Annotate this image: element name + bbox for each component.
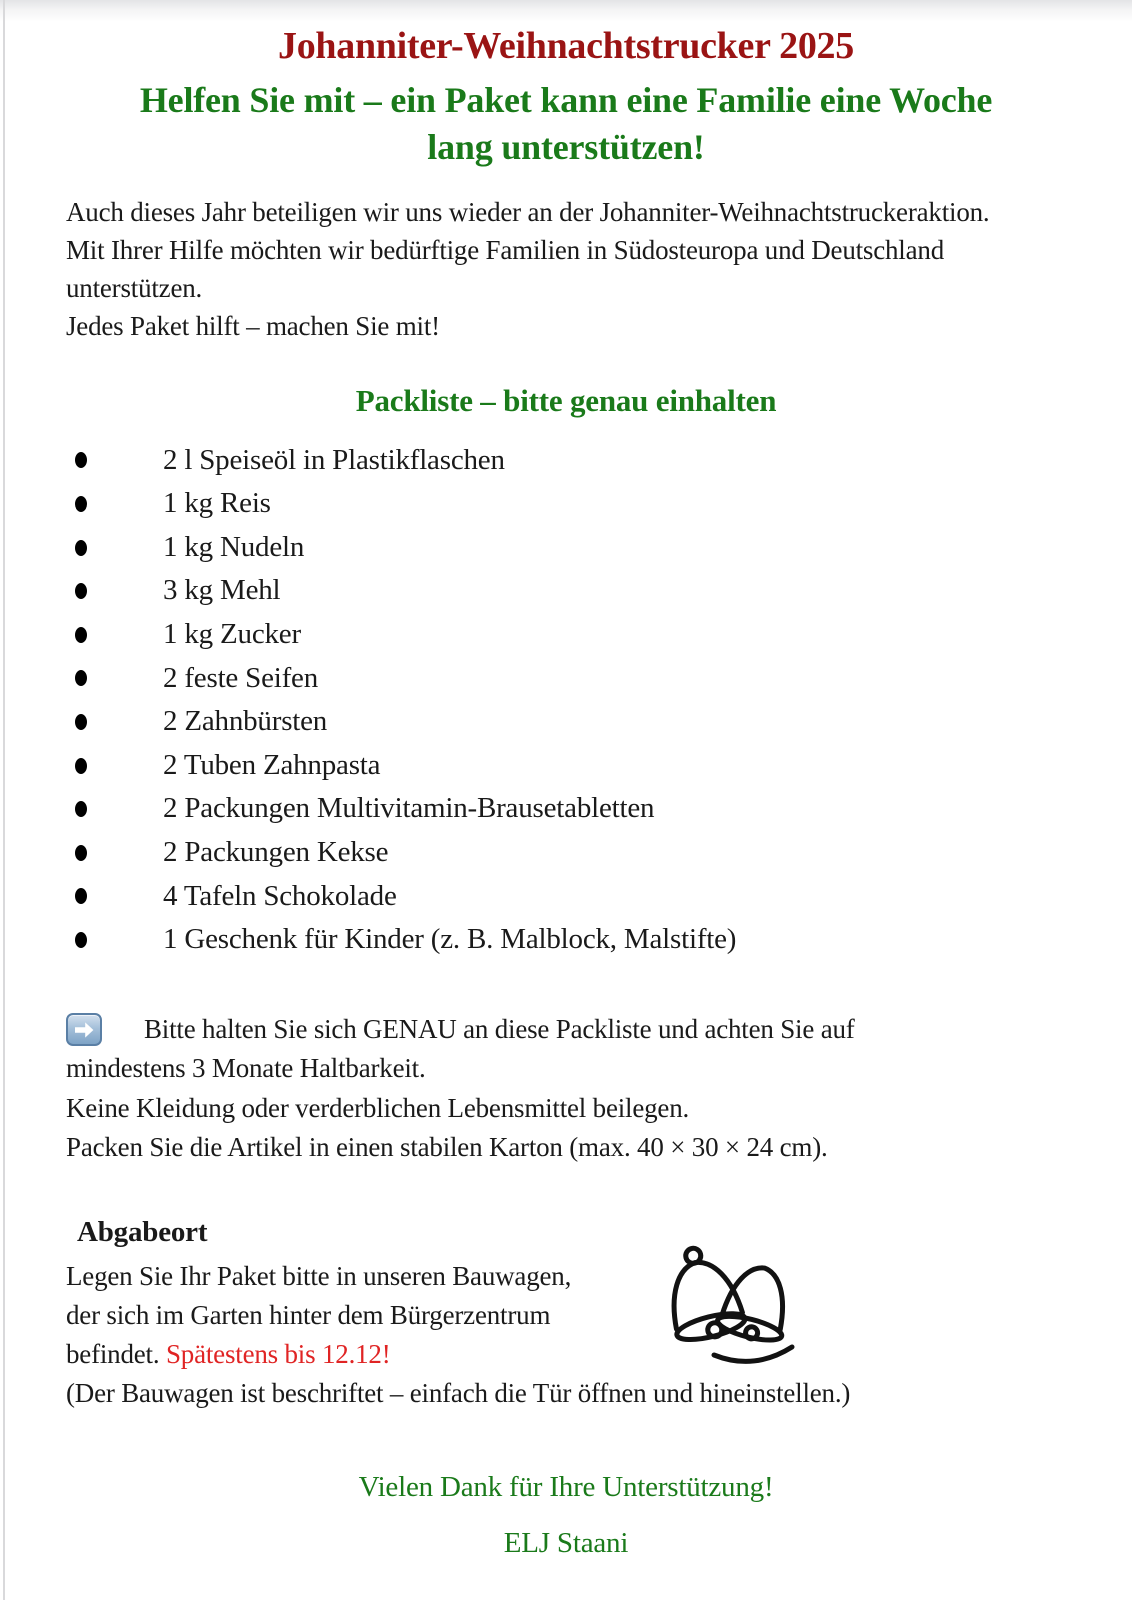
signature-text: ELJ Staani <box>503 1526 629 1559</box>
list-item-label: 2 l Speiseöl in Plastikflaschen <box>163 443 505 476</box>
list-item <box>66 439 1066 483</box>
bullet-icon <box>75 670 87 686</box>
page-title: Johanniter-Weihnachtstrucker 2025 <box>278 25 854 67</box>
footer <box>66 1471 1066 1560</box>
abgabeort-line-3 <box>66 1335 1066 1374</box>
bullet-icon <box>75 932 87 948</box>
hinweise-line-1: Bitte halten Sie sich GENAU an diese Packliste und achten Sie auf <box>144 1013 855 1044</box>
hinweise-line-4: Packen Sie die Artikel in einen stabilen Karton (max. 40 × 30 × 24 cm). <box>66 1132 828 1163</box>
list-item <box>66 482 1066 526</box>
list-item-label: 1 kg Reis <box>163 487 271 520</box>
intro-paragraph <box>66 193 1066 345</box>
hinweise-line-1-row <box>66 1010 1066 1050</box>
bullet-icon <box>75 801 87 817</box>
hinweise-paragraph <box>66 1010 1066 1168</box>
abgabeort-line-2: der sich im Garten hinter dem Bürgerzentrum <box>66 1299 551 1330</box>
abgabeort-paragraph <box>66 1257 1066 1413</box>
bullet-icon <box>75 845 87 861</box>
list-item-label: 2 feste Seifen <box>163 661 319 694</box>
list-item-label: 2 Tuben Zahnpasta <box>163 748 381 781</box>
thanks-text: Vielen Dank für Ihre Unterstützung! <box>358 1470 774 1503</box>
deadline-text: Spätestens bis 12.12! <box>165 1338 391 1369</box>
hinweise-line-2: mindestens 3 Monate Haltbarkeit. <box>66 1053 426 1084</box>
list-item-label: 1 Geschenk für Kinder (z. B. Malblock, Malstifte) <box>163 923 737 956</box>
list-item <box>66 700 1066 744</box>
list-item <box>66 657 1066 701</box>
list-item-label: 3 kg Mehl <box>163 574 281 607</box>
intro-line: Jedes Paket hilft – machen Sie mit! <box>66 310 440 341</box>
list-item <box>66 787 1066 831</box>
intro-line: Mit Ihrer Hilfe möchten wir bedürftige Familien in Südosteuropa und Deutschland <box>66 234 944 265</box>
hinweise-line-3: Keine Kleidung oder verderblichen Lebensmittel beilegen. <box>66 1092 690 1123</box>
bell-swoosh <box>714 1347 792 1361</box>
subtitle-line-1: Helfen Sie mit – ein Paket kann eine Familie eine Woche <box>139 79 993 120</box>
bullet-icon <box>75 496 87 512</box>
list-item <box>66 613 1066 657</box>
bullet-icon <box>75 888 87 904</box>
bullet-icon <box>75 714 87 730</box>
abgabeort-heading: Abgabeort <box>77 1215 208 1248</box>
list-item <box>66 875 1066 919</box>
list-item <box>66 831 1066 875</box>
packliste-heading: Packliste – bitte genau einhalten <box>355 382 777 418</box>
abgabeort-line-4: (Der Bauwagen ist beschriftet – einfach die Tür öffnen und hineinstellen.) <box>66 1377 851 1408</box>
intro-line: Auch dieses Jahr beteiligen wir uns wieder an der Johanniter-Weihnachtstruckeraktion. <box>66 196 990 227</box>
list-item-label: 2 Zahnbürsten <box>163 705 328 738</box>
subtitle-line-2: lang unterstützen! <box>427 126 705 167</box>
page-subtitle <box>66 77 1066 171</box>
bullet-icon <box>75 627 87 643</box>
bullet-icon <box>75 758 87 774</box>
bullet-icon <box>75 540 87 556</box>
packliste-list <box>66 439 1066 962</box>
list-item-label: 4 Tafeln Schokolade <box>163 879 397 912</box>
list-item-label: 1 kg Zucker <box>163 618 301 651</box>
list-item <box>66 918 1066 962</box>
list-item <box>66 569 1066 613</box>
bells-icon <box>654 1241 804 1369</box>
intro-line: unterstützen. <box>66 272 203 303</box>
list-item <box>66 744 1066 788</box>
right-arrow-icon <box>66 1013 102 1046</box>
bullet-icon <box>75 583 87 599</box>
list-item-label: 1 kg Nudeln <box>163 530 305 563</box>
abgabeort-line-1: Legen Sie Ihr Paket bitte in unseren Bauwagen, <box>66 1260 572 1291</box>
bullet-icon <box>75 452 87 468</box>
list-item-label: 2 Packungen Kekse <box>163 836 389 869</box>
bell-left <box>657 1241 747 1346</box>
list-item <box>66 526 1066 570</box>
abgabeort-line-3-text: befindet. <box>66 1338 166 1369</box>
list-item-label: 2 Packungen Multivitamin-Brausetabletten <box>163 792 655 825</box>
